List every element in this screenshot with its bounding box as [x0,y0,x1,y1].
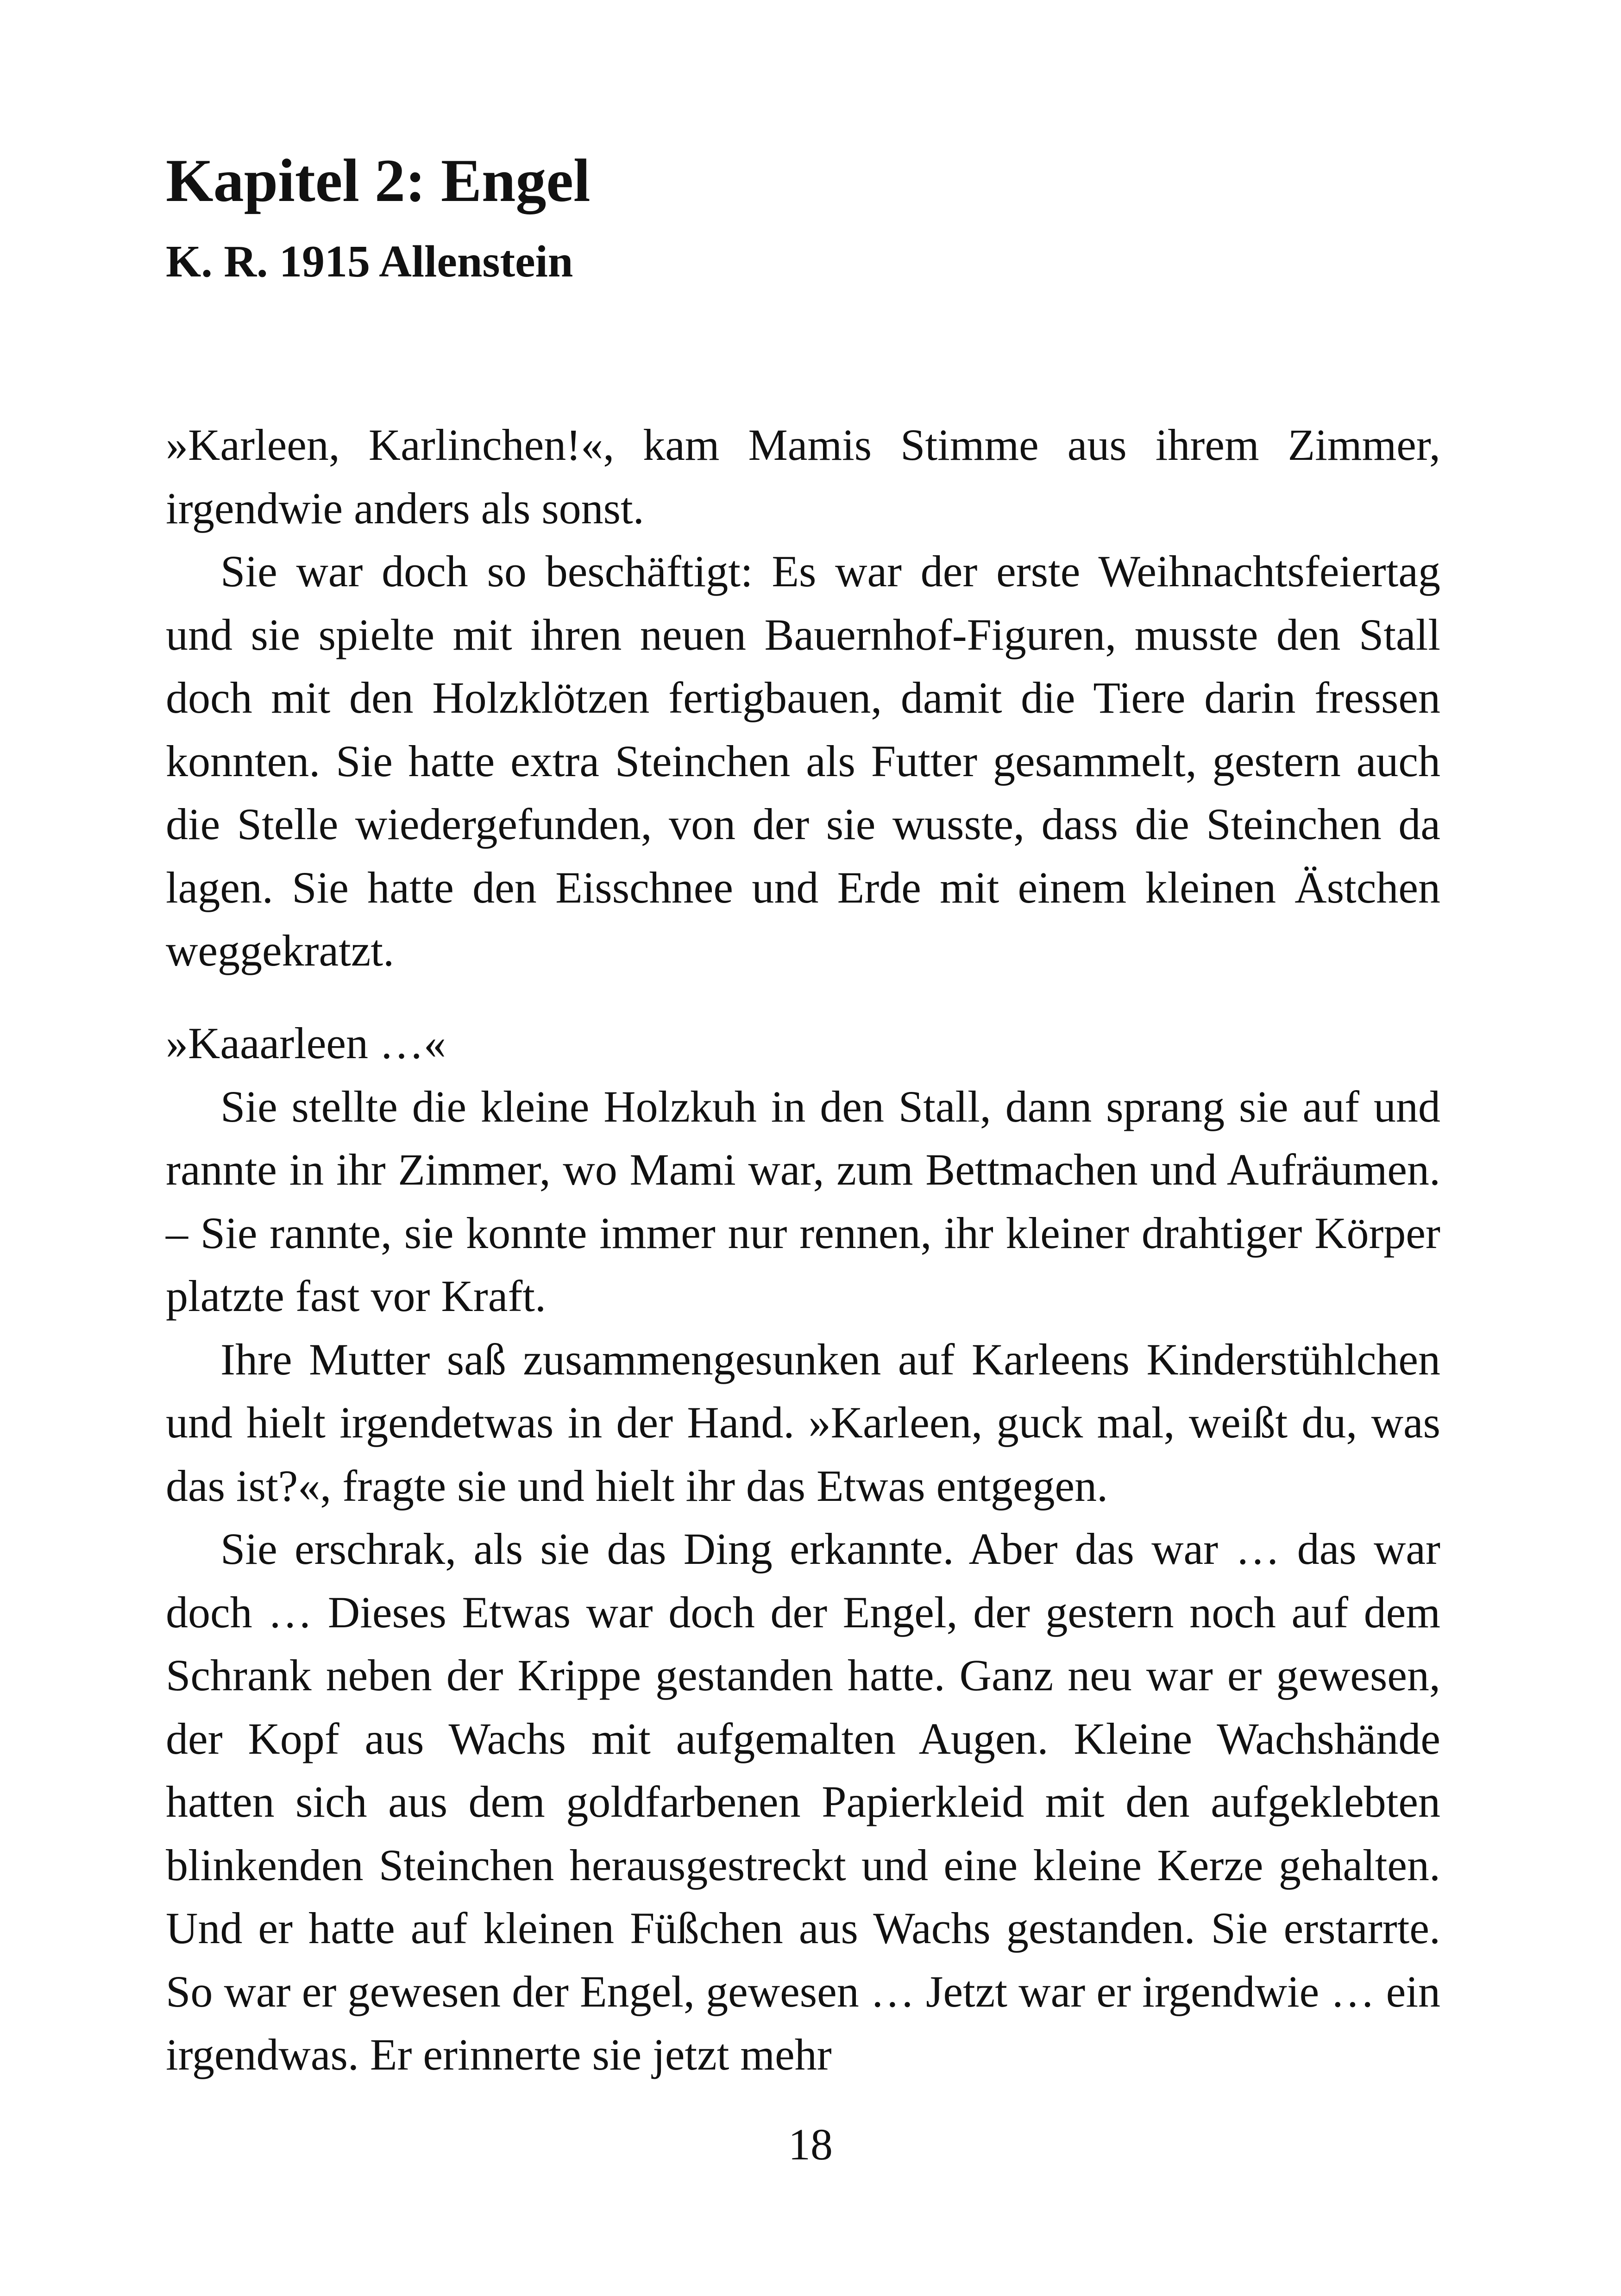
paragraph: Sie erschrak, als sie das Ding erkannte. Aber das war … das war doch … Dieses Etwas war doch der Engel, der gestern noch auf dem Schrank neben der Krippe gestanden hatte. Ganz neu war er gewesen, der Kopf aus Wachs mit aufgemalten Augen. Kleine Wachshände hatten sich aus dem goldfarbenen Papierkleid mit den aufgeklebten blinkenden Steinchen herausgestreckt und eine kleine Kerze gehalten. Und er hatte auf kleinen Füßchen aus Wachs gestanden. Sie erstarrte. So war er gewesen der Engel, gewesen … Jetzt war er irgendwie … ein irgendwas. Er erinnerte sie jetzt mehr [166,1524,1440,2079]
paragraph: Ihre Mutter saß zusammengesunken auf Karleens Kinderstühlchen und hielt irgendetwas in der Hand. »Karleen, guck mal, weißt du, was das ist?«, fragte sie und hielt ihr das Etwas entgegen. [166,1334,1440,1511]
page-number: 18 [788,2120,833,2169]
chapter-subtitle: K. R. 1915 Allenstein [166,237,573,287]
paragraph: »Karleen, Karlinchen!«, kam Mamis Stimme aus ihrem Zimmer, irgendwie anders als sonst. [166,420,1440,533]
paragraph: »Kaaarleen …« [166,1018,446,1068]
paragraph: Sie stellte die kleine Holzkuh in den Stall, dann sprang sie auf und rannte in ihr Zimmer, wo Mami war, zum Bettmachen und Aufräumen. – Sie rannte, sie konnte immer nur rennen, ihr kleiner drahtiger Körper platzte fast vor Kraft. [166,1081,1440,1321]
paragraph: Sie war doch so beschäftigt: Es war der erste Weihnachtsfeiertag und sie spielte mit ihren neuen Bauernhof-Figuren, musste den Stall doch mit den Holzklötzen fertigbauen, damit die Tiere darin fressen konnten. Sie hatte extra Steinchen als Futter gesammelt, gestern auch die Stelle wiedergefunden, von der sie wusste, dass die Steinchen da lagen. Sie hatte den Eisschnee und Erde mit einem kleinen Ästchen weggekratzt. [166,546,1440,975]
chapter-title: Kapitel 2: Engel [166,146,591,214]
chapter-header [166,134,1440,296]
text-block-1 [166,414,1440,983]
text-block-2 [166,1012,1440,2087]
